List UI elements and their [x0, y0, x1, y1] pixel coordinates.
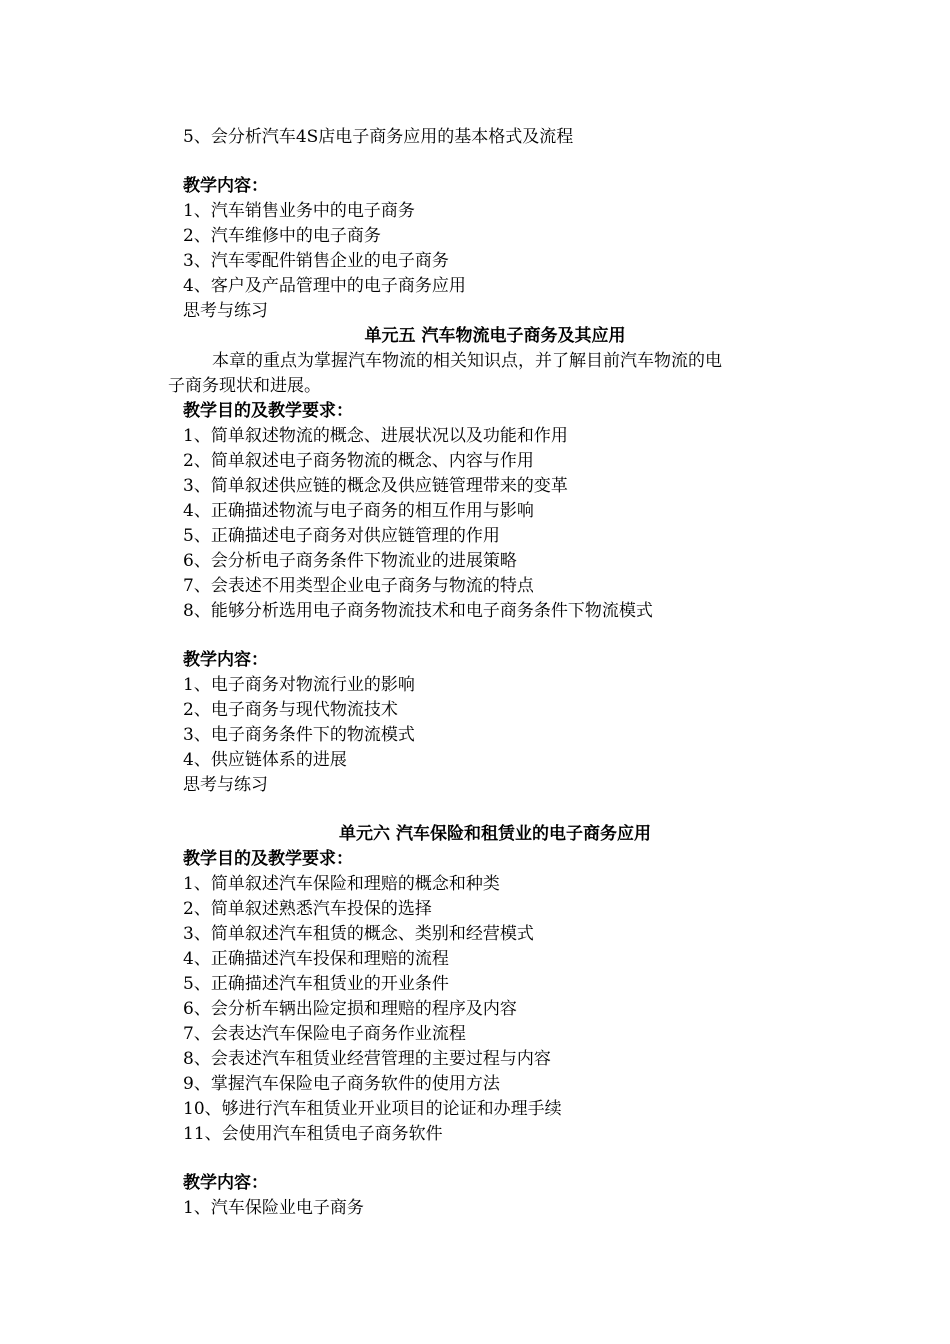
- unit6-goal-item: 5、正确描述汽车租赁业的开业条件: [183, 974, 449, 994]
- content-item: 1、汽车销售业务中的电子商务: [183, 201, 415, 221]
- unit5-content-item: 2、电子商务与现代物流技术: [183, 700, 398, 720]
- unit5-goal-item: 1、简单叙述物流的概念、进展状况以及功能和作用: [183, 426, 568, 446]
- unit5-content-item: 4、供应链体系的进展: [183, 750, 347, 770]
- content-item: 4、客户及产品管理中的电子商务应用: [183, 276, 466, 296]
- unit6-goal-item: 1、简单叙述汽车保险和理赔的概念和种类: [183, 874, 500, 894]
- unit5-goal-item: 2、简单叙述电子商务物流的概念、内容与作用: [183, 451, 534, 471]
- practice-label: 思考与练习: [183, 301, 268, 321]
- unit6-goal-item: 9、掌握汽车保险电子商务软件的使用方法: [183, 1074, 500, 1094]
- goal-item: 5、会分析汽车4S店电子商务应用的基本格式及流程: [183, 127, 574, 147]
- unit6-goal-item: 3、简单叙述汽车租赁的概念、类别和经营模式: [183, 924, 534, 944]
- unit5-title: 单元五 汽车物流电子商务及其应用: [364, 326, 626, 346]
- content-item: 3、汽车零配件销售企业的电子商务: [183, 251, 449, 271]
- unit6-content-item: 1、汽车保险业电子商务: [183, 1198, 364, 1218]
- unit6-goal-item: 8、会表述汽车租赁业经营管理的主要过程与内容: [183, 1049, 551, 1069]
- content-heading: 教学内容：: [183, 176, 268, 196]
- unit6-goal-item: 2、简单叙述熟悉汽车投保的选择: [183, 899, 432, 919]
- unit5-goal-item: 3、简单叙述供应链的概念及供应链管理带来的变革: [183, 476, 568, 496]
- unit5-goal-item: 8、能够分析选用电子商务物流技术和电子商务条件下物流模式: [183, 601, 653, 621]
- unit5-intro-line2: 子商务现状和进展。: [168, 376, 321, 396]
- unit6-title: 单元六 汽车保险和租赁业的电子商务应用: [339, 824, 651, 844]
- unit5-intro-line1: 本章的重点为掌握汽车物流的相关知识点，并了解目前汽车物流的电: [212, 351, 722, 371]
- unit6-goal-item: 6、会分析车辆出险定损和理赔的程序及内容: [183, 999, 517, 1019]
- unit5-content-heading: 教学内容：: [183, 650, 268, 670]
- unit6-goal-item: 10、够进行汽车租赁业开业项目的论证和办理手续: [183, 1099, 562, 1119]
- unit5-goals-heading: 教学目的及教学要求：: [183, 401, 353, 421]
- unit6-goal-item: 7、会表达汽车保险电子商务作业流程: [183, 1024, 466, 1044]
- unit5-goal-item: 4、正确描述物流与电子商务的相互作用与影响: [183, 501, 534, 521]
- unit5-goal-item: 7、会表述不用类型企业电子商务与物流的特点: [183, 576, 534, 596]
- unit5-content-item: 3、电子商务条件下的物流模式: [183, 725, 415, 745]
- unit5-practice-label: 思考与练习: [183, 775, 268, 795]
- unit5-goal-item: 5、正确描述电子商务对供应链管理的作用: [183, 526, 500, 546]
- content-item: 2、汽车维修中的电子商务: [183, 226, 381, 246]
- unit5-content-item: 1、电子商务对物流行业的影响: [183, 675, 415, 695]
- unit6-goal-item: 11、会使用汽车租赁电子商务软件: [183, 1124, 443, 1144]
- unit6-goal-item: 4、正确描述汽车投保和理赔的流程: [183, 949, 449, 969]
- unit6-content-heading: 教学内容：: [183, 1173, 268, 1193]
- unit6-goals-heading: 教学目的及教学要求：: [183, 849, 353, 869]
- unit5-goal-item: 6、会分析电子商务条件下物流业的进展策略: [183, 551, 517, 571]
